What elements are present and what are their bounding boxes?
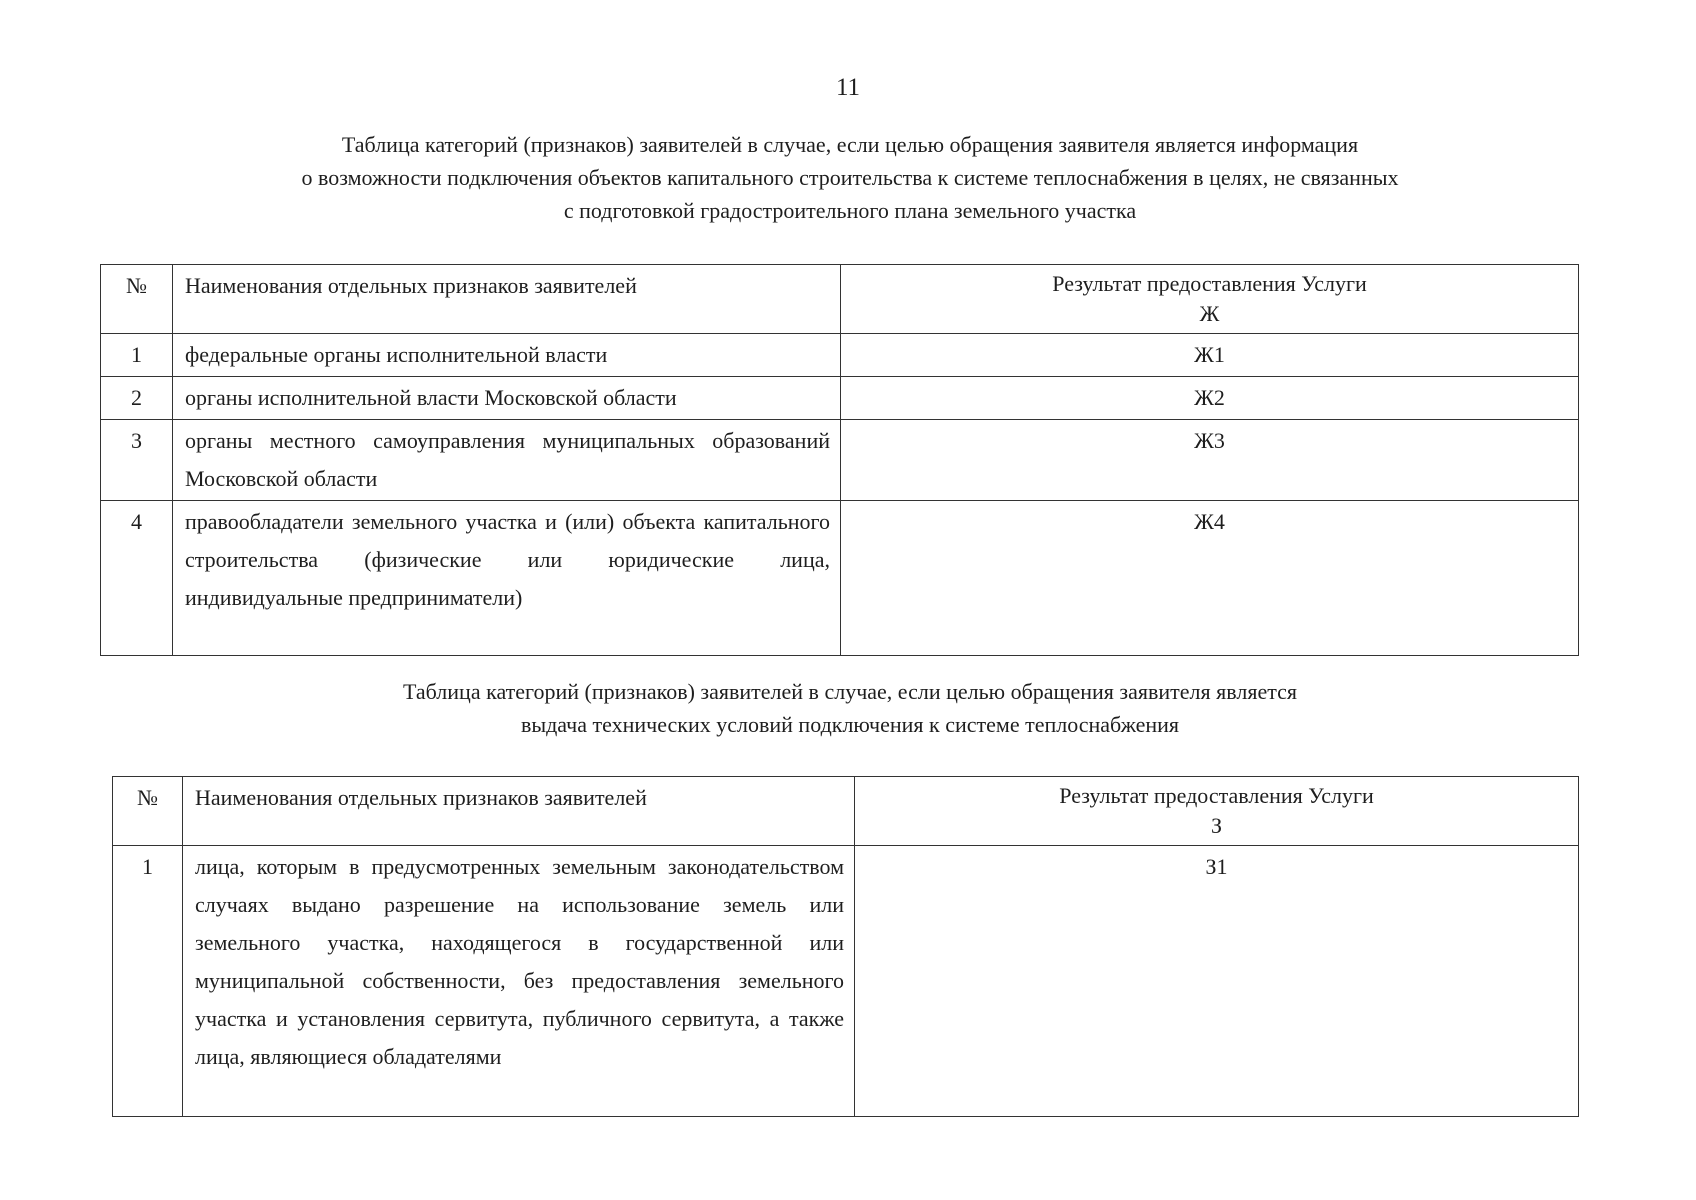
row-result: З1 <box>855 846 1579 1117</box>
header-result-label: Результат предоставления Услуги <box>1052 271 1367 296</box>
header-result-code: Ж <box>1199 301 1220 326</box>
table-row <box>101 501 1579 656</box>
row-result: Ж1 <box>841 334 1579 377</box>
header-num: № <box>101 265 173 334</box>
table2-caption <box>200 675 1500 741</box>
row-num: 2 <box>101 377 173 420</box>
row-result: Ж3 <box>841 420 1579 501</box>
page-number: 11 <box>835 74 861 101</box>
header-name: Наименования отдельных признаков заявителей <box>183 777 855 846</box>
header-name: Наименования отдельных признаков заявителей <box>173 265 841 334</box>
table1-caption-line: Таблица категорий (признаков) заявителей в случае, если целью обращения заявителя является информация <box>341 132 1359 157</box>
table1-caption <box>110 128 1590 227</box>
header-result-code: З <box>1210 813 1223 838</box>
table1-caption-line: о возможности подключения объектов капитального строительства к системе теплоснабжения в целях, не связанных <box>301 165 1399 190</box>
table-row <box>101 420 1579 501</box>
applicant-categories-table-tech-conditions <box>112 776 1579 1117</box>
row-num: 1 <box>113 846 183 1117</box>
row-name: федеральные органы исполнительной власти <box>173 334 841 377</box>
table2-caption-line: Таблица категорий (признаков) заявителей в случае, если целью обращения заявителя является <box>403 679 1297 704</box>
header-result <box>841 265 1579 334</box>
row-name: правообладатели земельного участка и (или) объекта капитального строительства (физические или юридические лица, индивидуальные предприниматели) <box>173 501 841 656</box>
row-num: 1 <box>101 334 173 377</box>
table1-caption-line: с подготовкой градостроительного плана земельного участка <box>563 198 1137 223</box>
table-row <box>101 334 1579 377</box>
row-name: органы исполнительной власти Московской области <box>173 377 841 420</box>
row-result: Ж4 <box>841 501 1579 656</box>
row-num: 4 <box>101 501 173 656</box>
table-row <box>101 377 1579 420</box>
header-result-label: Результат предоставления Услуги <box>1059 783 1374 808</box>
header-num: № <box>113 777 183 846</box>
applicant-categories-table-info <box>100 264 1579 656</box>
header-result <box>855 777 1579 846</box>
table2-caption-line: выдача технических условий подключения к системе теплоснабжения <box>520 712 1180 737</box>
table-header-row <box>113 777 1579 846</box>
row-name: лица, которым в предусмотренных земельным законодательством случаях выдано разрешение на использование земель или земельного участка, находящегося в государственной или муниципальной собственности, без предоставления земельного участка и установления сервитута, публичного сервитута, а также лица, являющиеся обладателями <box>183 846 855 1117</box>
table-header-row <box>101 265 1579 334</box>
row-num: 3 <box>101 420 173 501</box>
table-row <box>113 846 1579 1117</box>
row-name: органы местного самоуправления муниципальных образований Московской области <box>173 420 841 501</box>
row-result: Ж2 <box>841 377 1579 420</box>
